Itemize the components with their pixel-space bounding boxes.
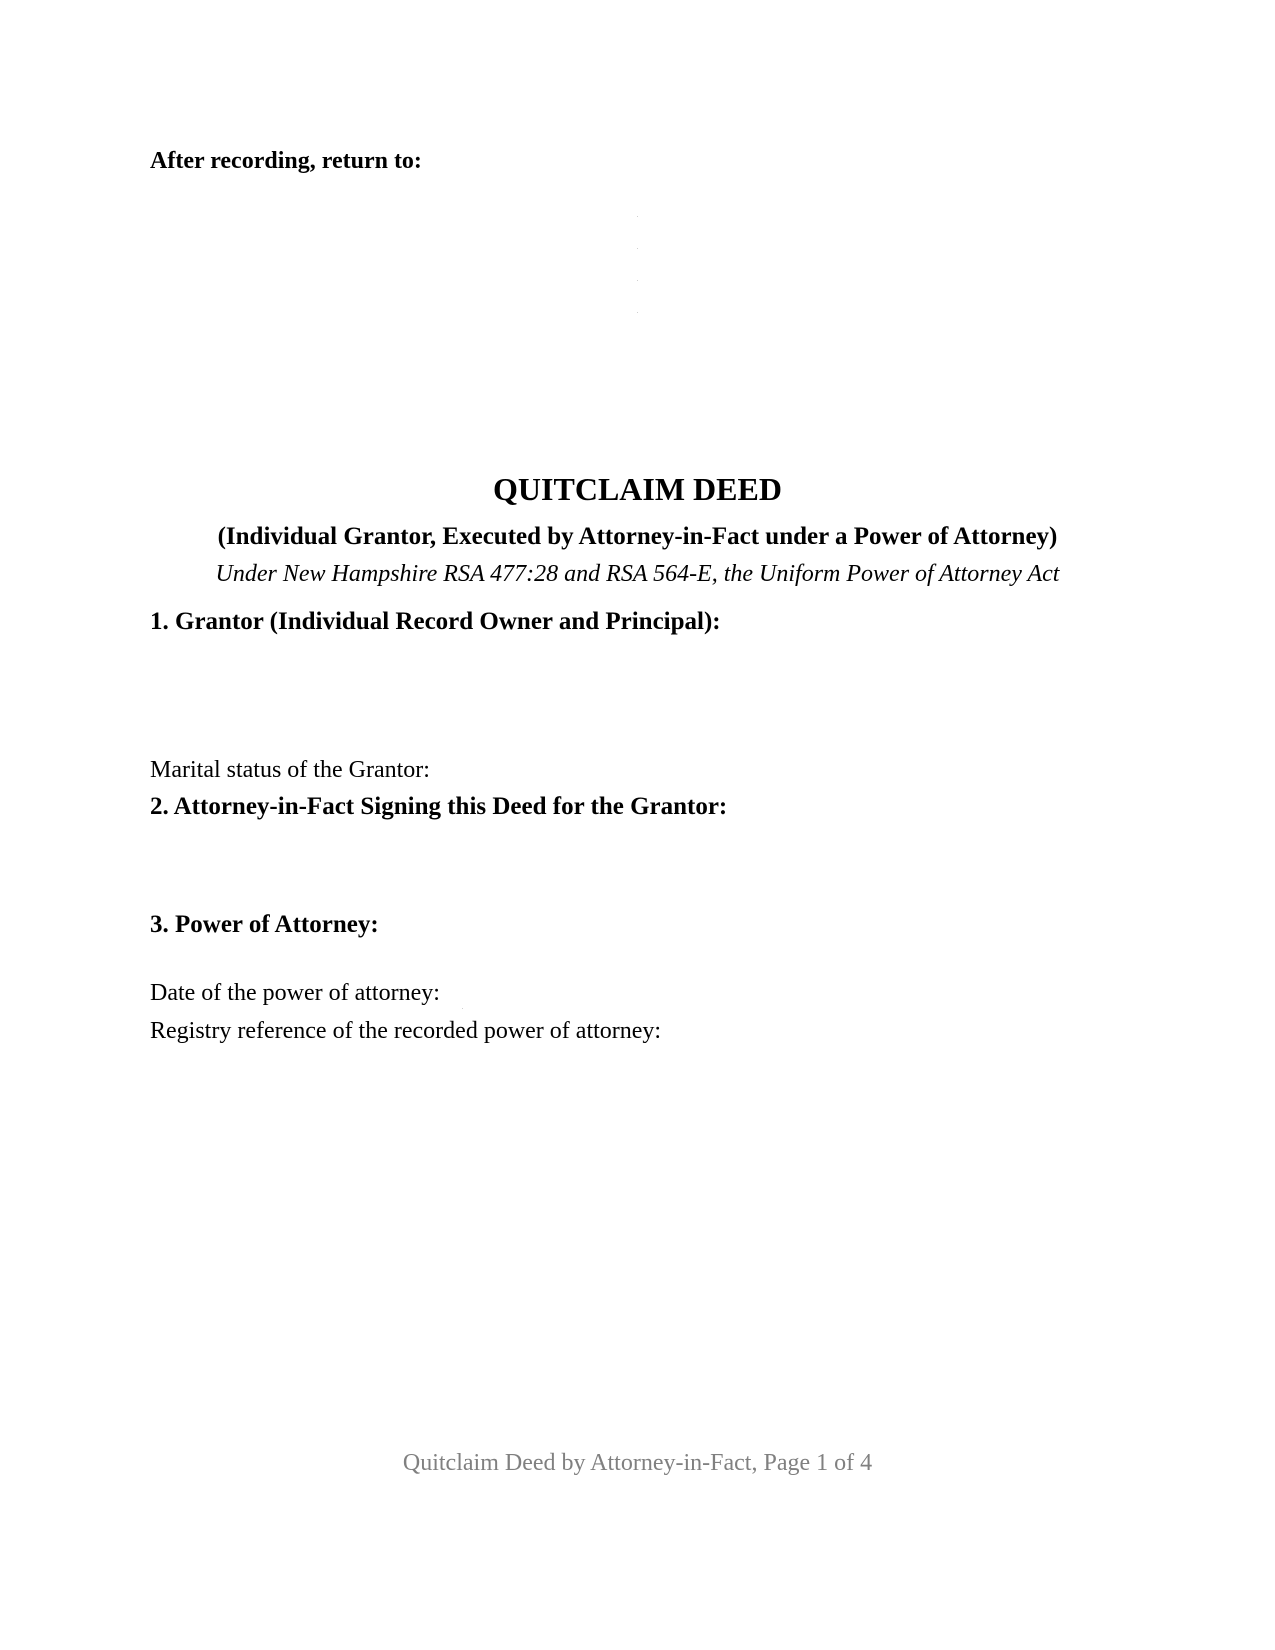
poa-date-label: Date of the power of attorney: [150, 980, 440, 1006]
attorney-in-fact-heading: 2. Attorney-in-Fact Signing this Deed for the Grantor: [150, 793, 728, 820]
page-footer: Quitclaim Deed by Attorney-in-Fact, Page 1 of 4 [402, 1450, 873, 1476]
grantor-heading: 1. Grantor (Individual Record Owner and Principal): [150, 608, 721, 635]
blank-field-mark [637, 216, 638, 217]
blank-field-mark [637, 248, 638, 249]
blank-field-mark [637, 280, 638, 281]
blank-field-mark [637, 312, 638, 313]
document-subtitle: (Individual Grantor, Executed by Attorney-in-Fact under a Power of Attorney) [217, 523, 1058, 550]
statute-reference: Under New Hampshire RSA 477:28 and RSA 564-E, the Uniform Power of Attorney Act [215, 561, 1060, 587]
marital-status-label: Marital status of the Grantor: [150, 757, 430, 783]
power-of-attorney-heading: 3. Power of Attorney: [150, 911, 379, 938]
return-to-label: After recording, return to: [150, 148, 422, 174]
blank-field-mark [462, 1008, 463, 1009]
document-title: QUITCLAIM DEED [493, 471, 782, 507]
poa-registry-label: Registry reference of the recorded power of attorney: [150, 1018, 662, 1044]
